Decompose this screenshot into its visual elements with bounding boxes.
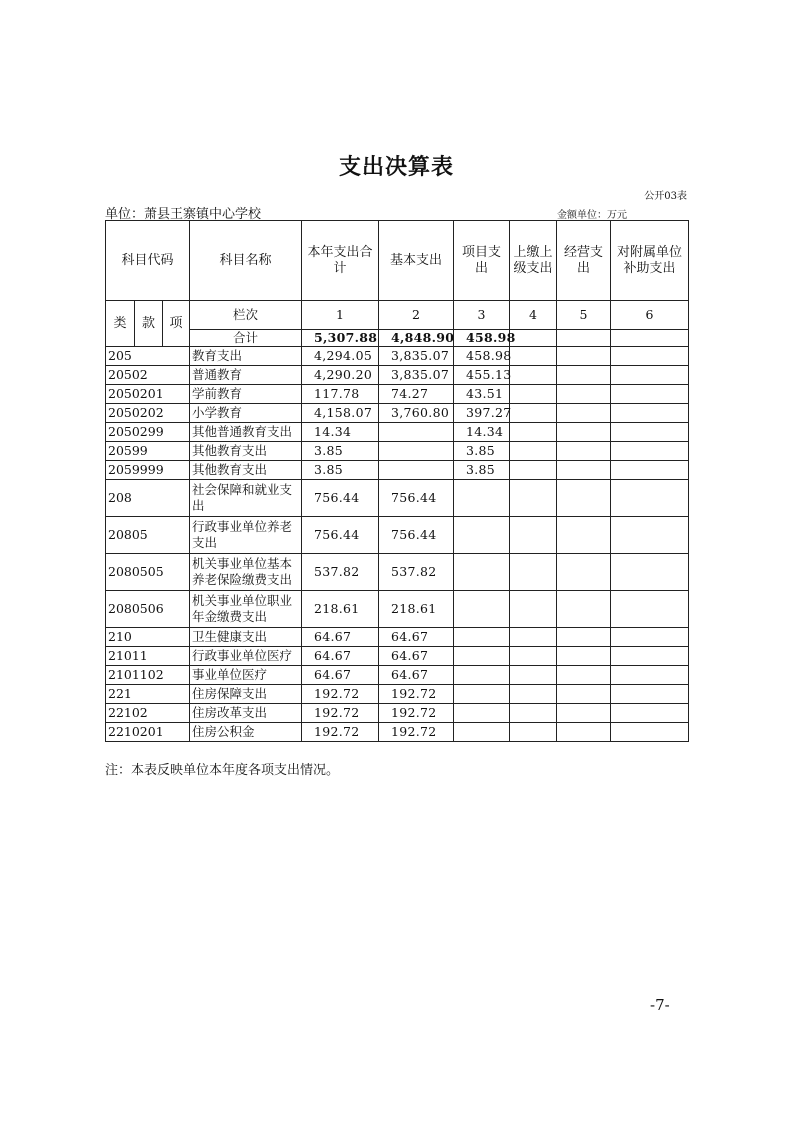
row-name: 其他教育支出 (190, 461, 302, 480)
row-total: 192.72 (302, 723, 379, 742)
row-subsidy (611, 685, 689, 704)
table-row (106, 704, 689, 723)
table-row (106, 628, 689, 647)
header-row (106, 221, 689, 301)
header-basic: 基本支出 (379, 221, 454, 301)
row-upper (510, 480, 557, 517)
row-total: 192.72 (302, 704, 379, 723)
row-name: 住房改革支出 (190, 704, 302, 723)
row-basic (379, 461, 454, 480)
row-code: 21011 (106, 647, 190, 666)
row-subsidy (611, 554, 689, 591)
row-total: 14.34 (302, 423, 379, 442)
row-name: 行政事业单位养老支出 (190, 517, 302, 554)
row-business (557, 347, 611, 366)
row-subsidy (611, 480, 689, 517)
row-basic: 192.72 (379, 723, 454, 742)
sum-subsidy (611, 330, 689, 347)
table-row (106, 423, 689, 442)
row-basic: 3,835.07 (379, 366, 454, 385)
row-code: 2059999 (106, 461, 190, 480)
row-basic: 218.61 (379, 591, 454, 628)
row-upper (510, 723, 557, 742)
row-subsidy (611, 591, 689, 628)
row-code: 210 (106, 628, 190, 647)
row-code: 22102 (106, 704, 190, 723)
sum-business (557, 330, 611, 347)
table-row (106, 685, 689, 704)
row-business (557, 385, 611, 404)
sum-project: 458.98 (454, 330, 510, 347)
row-basic: 64.67 (379, 647, 454, 666)
sum-total: 5,307.88 (302, 330, 379, 347)
table-row (106, 554, 689, 591)
row-project (454, 704, 510, 723)
row-upper (510, 385, 557, 404)
page-number: -7- (650, 996, 670, 1014)
header-code: 科目代码 (106, 221, 190, 301)
row-code: 208 (106, 480, 190, 517)
row-subsidy (611, 461, 689, 480)
row-project: 3.85 (454, 442, 510, 461)
row-project: 43.51 (454, 385, 510, 404)
row-basic: 74.27 (379, 385, 454, 404)
row-business (557, 591, 611, 628)
row-upper (510, 704, 557, 723)
sum-basic: 4,848.90 (379, 330, 454, 347)
row-business (557, 423, 611, 442)
row-subsidy (611, 442, 689, 461)
row-name: 住房保障支出 (190, 685, 302, 704)
row-basic (379, 423, 454, 442)
row-upper (510, 404, 557, 423)
table-row (106, 647, 689, 666)
header-name: 科目名称 (190, 221, 302, 301)
row-business (557, 404, 611, 423)
row-project (454, 666, 510, 685)
row-basic: 756.44 (379, 517, 454, 554)
row-name: 社会保障和就业支出 (190, 480, 302, 517)
header-business: 经营支出 (557, 221, 611, 301)
row-total: 4,294.05 (302, 347, 379, 366)
sum-upper (510, 330, 557, 347)
row-basic: 64.67 (379, 628, 454, 647)
row-total: 64.67 (302, 666, 379, 685)
row-business (557, 517, 611, 554)
header-lanci: 栏次 (190, 301, 302, 330)
row-project (454, 517, 510, 554)
sum-row (106, 330, 689, 347)
row-upper (510, 423, 557, 442)
row-total: 117.78 (302, 385, 379, 404)
sum-label: 合计 (190, 330, 302, 347)
table-row (106, 366, 689, 385)
row-code: 2050201 (106, 385, 190, 404)
row-subsidy (611, 647, 689, 666)
row-total: 756.44 (302, 480, 379, 517)
row-name: 机关事业单位基本养老保险缴费支出 (190, 554, 302, 591)
row-business (557, 647, 611, 666)
row-name: 机关事业单位职业年金缴费支出 (190, 591, 302, 628)
row-code: 205 (106, 347, 190, 366)
column-number-row (106, 301, 689, 330)
row-upper (510, 666, 557, 685)
row-code: 2080505 (106, 554, 190, 591)
row-basic: 192.72 (379, 685, 454, 704)
row-subsidy (611, 666, 689, 685)
row-project (454, 554, 510, 591)
row-name: 小学教育 (190, 404, 302, 423)
row-subsidy (611, 423, 689, 442)
row-project: 14.34 (454, 423, 510, 442)
header-xiang: 项 (163, 301, 190, 347)
row-code: 20805 (106, 517, 190, 554)
row-project: 458.98 (454, 347, 510, 366)
row-name: 住房公积金 (190, 723, 302, 742)
row-basic: 3,835.07 (379, 347, 454, 366)
row-upper (510, 628, 557, 647)
header-project: 项目支出 (454, 221, 510, 301)
row-basic (379, 442, 454, 461)
row-name: 事业单位医疗 (190, 666, 302, 685)
row-code: 221 (106, 685, 190, 704)
row-project: 455.13 (454, 366, 510, 385)
row-name: 学前教育 (190, 385, 302, 404)
row-total: 192.72 (302, 685, 379, 704)
row-subsidy (611, 723, 689, 742)
row-project: 3.85 (454, 461, 510, 480)
form-number: 公开03表 (644, 191, 687, 202)
row-upper (510, 366, 557, 385)
row-subsidy (611, 628, 689, 647)
row-basic: 537.82 (379, 554, 454, 591)
header-subsidy: 对附属单位补助支出 (611, 221, 689, 301)
row-code: 20599 (106, 442, 190, 461)
table-row (106, 404, 689, 423)
row-upper (510, 517, 557, 554)
row-total: 756.44 (302, 517, 379, 554)
expenditure-table (105, 220, 689, 742)
row-business (557, 480, 611, 517)
col-number-4: 4 (510, 301, 557, 330)
row-business (557, 704, 611, 723)
row-project: 397.27 (454, 404, 510, 423)
row-name: 其他教育支出 (190, 442, 302, 461)
table-note: 注：本表反映单位本年度各项支出情况。 (105, 763, 340, 778)
row-project (454, 685, 510, 704)
row-name: 普通教育 (190, 366, 302, 385)
row-basic: 64.67 (379, 666, 454, 685)
table-row (106, 517, 689, 554)
row-total: 4,290.20 (302, 366, 379, 385)
row-name: 教育支出 (190, 347, 302, 366)
row-code: 2050299 (106, 423, 190, 442)
col-number-6: 6 (611, 301, 689, 330)
row-business (557, 554, 611, 591)
row-upper (510, 442, 557, 461)
row-subsidy (611, 704, 689, 723)
row-upper (510, 647, 557, 666)
reporting-unit: 单位：萧县王寨镇中心学校 (105, 207, 262, 222)
page-title: 支出决算表 (338, 155, 454, 180)
row-subsidy (611, 385, 689, 404)
row-total: 3.85 (302, 461, 379, 480)
row-name: 其他普通教育支出 (190, 423, 302, 442)
row-business (557, 723, 611, 742)
row-basic: 3,760.80 (379, 404, 454, 423)
header-upper: 上缴上级支出 (510, 221, 557, 301)
row-upper (510, 461, 557, 480)
row-project (454, 628, 510, 647)
row-business (557, 666, 611, 685)
row-total: 4,158.07 (302, 404, 379, 423)
row-basic: 192.72 (379, 704, 454, 723)
table-row (106, 480, 689, 517)
amount-unit: 金额单位：万元 (557, 210, 627, 221)
row-code: 2210201 (106, 723, 190, 742)
table-row (106, 385, 689, 404)
row-code: 20502 (106, 366, 190, 385)
row-upper (510, 591, 557, 628)
row-upper (510, 554, 557, 591)
row-subsidy (611, 404, 689, 423)
table-row (106, 666, 689, 685)
table-row (106, 461, 689, 480)
row-project (454, 647, 510, 666)
row-subsidy (611, 366, 689, 385)
row-code: 2101102 (106, 666, 190, 685)
row-total: 64.67 (302, 628, 379, 647)
col-number-2: 2 (379, 301, 454, 330)
row-project (454, 591, 510, 628)
row-business (557, 628, 611, 647)
row-total: 64.67 (302, 647, 379, 666)
row-upper (510, 347, 557, 366)
row-basic: 756.44 (379, 480, 454, 517)
row-code: 2080506 (106, 591, 190, 628)
row-upper (510, 685, 557, 704)
col-number-1: 1 (302, 301, 379, 330)
row-code: 2050202 (106, 404, 190, 423)
row-project (454, 480, 510, 517)
header-lei: 类 (106, 301, 135, 347)
table-row (106, 442, 689, 461)
row-business (557, 442, 611, 461)
row-total: 218.61 (302, 591, 379, 628)
row-total: 3.85 (302, 442, 379, 461)
row-name: 卫生健康支出 (190, 628, 302, 647)
table-row (106, 723, 689, 742)
row-subsidy (611, 347, 689, 366)
row-project (454, 723, 510, 742)
col-number-5: 5 (557, 301, 611, 330)
row-subsidy (611, 517, 689, 554)
row-business (557, 366, 611, 385)
row-business (557, 461, 611, 480)
header-total: 本年支出合计 (302, 221, 379, 301)
row-business (557, 685, 611, 704)
col-number-3: 3 (454, 301, 510, 330)
row-name: 行政事业单位医疗 (190, 647, 302, 666)
table-row (106, 347, 689, 366)
row-total: 537.82 (302, 554, 379, 591)
header-kuan: 款 (135, 301, 163, 347)
table-row (106, 591, 689, 628)
